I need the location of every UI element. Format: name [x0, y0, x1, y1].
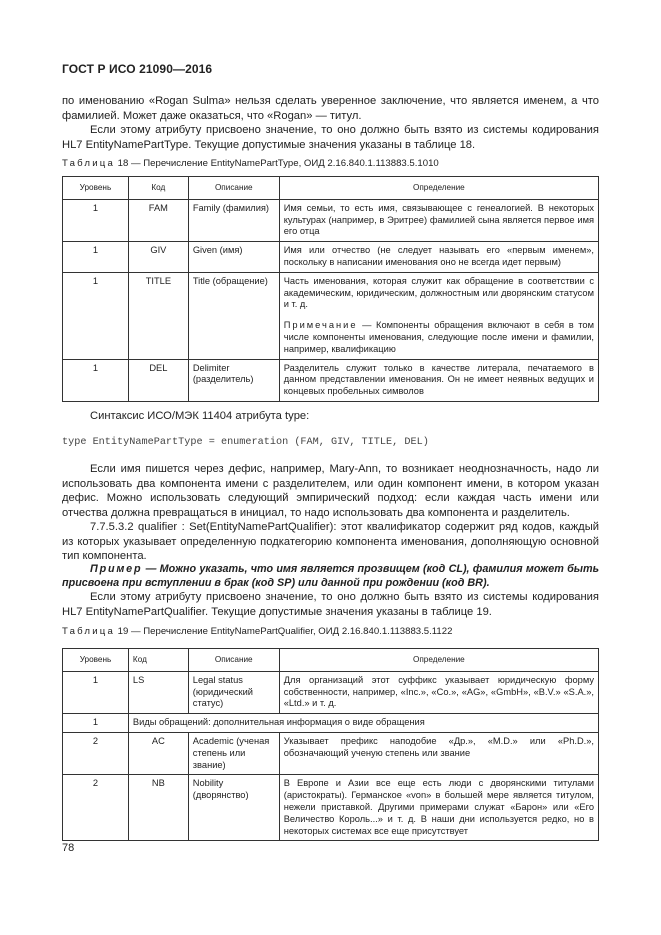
cell-level: 1 [63, 359, 129, 401]
paragraph-3: Если имя пишется через дефис, например, Mary-Ann, то возникает неоднозначность, надо ли использовать два компонента имени с разделителем, или один компонент имени, в котором указан дефис. Можно использовать следующий эмпирический подход: если каждая часть имени или отчества должна превращаться в инициал, то надо использовать два компонента и разделитель. [62, 463, 599, 519]
table-row [63, 714, 599, 733]
cell-code: NB [128, 775, 188, 841]
table-row [63, 272, 599, 359]
table-18-caption-word: Таблица [62, 158, 116, 169]
cell-group-label: Виды обращений: дополнительная информация о виде обращения [128, 714, 598, 733]
table-row [63, 732, 599, 774]
column-header-code: Код [128, 177, 188, 200]
cell-description: Family (фамилия) [188, 199, 279, 241]
cell-description: Academic (ученая степень или звание) [188, 732, 279, 774]
cell-level: 2 [63, 775, 129, 841]
paragraph-2: Если этому атрибуту присвоено значение, то оно должно быть взято из системы кодирования HL7 EntityNamePartType. Текущие допустимые значения указаны в таблице 18. [62, 124, 599, 151]
table-row [63, 199, 599, 241]
paragraph-1: по именованию «Rogan Sulma» нельзя сделать уверенное заключение, что является именем, а что фамилией. Может даже оказаться, что «Rogan» — титул. [62, 95, 599, 122]
column-header-code: Код [128, 649, 188, 672]
example-text: — Можно указать, что имя является прозвищем (код CL), фамилия может быть присвоена при вступлении в брак (код SP) или данной при рождении (код BR). [62, 563, 599, 589]
table-header-row [63, 177, 599, 200]
table-18-caption-text: 18 — Перечисление EntityNamePartType, ОИД 2.16.840.1.113883.5.1010 [115, 158, 439, 169]
cell-definition: Имя или отчество (не следует называть его «первым именем», поскольку в написании именования оно не всегда идет первым) [279, 242, 598, 273]
cell-definition: В Европе и Азии все еще есть люди с дворянскими титулами (аристократы). Германское «von» в большей мере является титулом, нежели приставкой. Другими примерами служат «Барон» или «Его Величество Король...» и т. д. В наши дни используется редко, но в некоторых системах все еще присутствует [279, 775, 598, 841]
cell-level: 1 [63, 242, 129, 273]
note-word: Примечание [283, 320, 358, 331]
table-19-caption [62, 626, 452, 637]
cell-code: AC [128, 732, 188, 774]
cell-description: Legal status (юридический статус) [188, 671, 279, 713]
column-header-description: Описание [188, 177, 279, 200]
table-row [63, 242, 599, 273]
table-19 [62, 648, 599, 841]
table-header-row [63, 649, 599, 672]
cell-code: LS [128, 671, 188, 713]
document-header: ГОСТ Р ИСО 21090—2016 [62, 62, 213, 76]
table-19-caption-text: 19 — Перечисление EntityNamePartQualifier, ОИД 2.16.840.1.113883.5.1122 [115, 626, 453, 637]
cell-description: Given (имя) [188, 242, 279, 273]
example-paragraph [62, 562, 599, 590]
cell-code: TITLE [128, 272, 188, 359]
cell-code: FAM [128, 199, 188, 241]
cell-level: 1 [63, 272, 129, 359]
syntax-line: Синтаксис ИСО/МЭК 11404 атрибута type: [90, 410, 310, 422]
cell-definition: Разделитель служит только в качестве литерала, печатаемого в данном представлении именования. Он не имеет неявных ведущих и концевых пробельных символов [279, 359, 598, 401]
cell-code: DEL [128, 359, 188, 401]
note-text: — Компоненты обращения включают в себя в том числе компоненты именования, следующие после имени и фамилии, например, квалификацию [283, 320, 594, 354]
column-header-definition: Определение [279, 177, 598, 200]
cell-level: 2 [63, 732, 129, 774]
cell-level: 1 [63, 714, 129, 733]
table-18 [62, 176, 599, 402]
table-row [63, 775, 599, 841]
definition-text: Часть именования, которая служит как обращение в соответствии с академическим, юридическим, должностным или дворянским статусом и т. д. [283, 275, 594, 310]
cell-definition: Для организаций этот суффикс указывает юридическую форму собственности, например, «Inc.», «Co.», «AG», «GmbH», «B.V.» «S.A.», «Ltd.» и т. д. [279, 671, 598, 713]
cell-description: Nobility (дворянство) [188, 775, 279, 841]
table-18-caption [62, 158, 439, 169]
column-header-level: Уровень [63, 649, 129, 672]
paragraph-5: Если этому атрибуту присвоено значение, то оно должно быть взято из системы кодирования HL7 EntityNamePartQualifier. Текущие допустимые значения указаны в таблице 19. [62, 591, 599, 618]
cell-definition [279, 272, 598, 359]
cell-definition: Указывает префикс наподобие «Др.», «M.D.» или «Ph.D.», обозначающий ученую степень или звание [279, 732, 598, 774]
page-number: 78 [62, 842, 75, 854]
cell-description: Delimiter (разделитель) [188, 359, 279, 401]
code-line: type EntityNamePartType = enumeration (FAM, GIV, TITLE, DEL) [62, 437, 429, 448]
column-header-description: Описание [188, 649, 279, 672]
paragraph-4: 7.7.5.3.2 qualifier : Set(EntityNamePartQualifier): этот квалификатор содержит ряд кодов, каждый из которых указывает определенную подкатегорию компонента именования, дополняющую основной тип компонента. [62, 521, 599, 562]
example-word: Пример [90, 563, 143, 575]
cell-level: 1 [63, 671, 129, 713]
table-note [284, 320, 594, 355]
table-row [63, 671, 599, 713]
column-header-level: Уровень [63, 177, 129, 200]
cell-level: 1 [63, 199, 129, 241]
cell-definition: Имя семьи, то есть имя, связывающее с генеалогией. В некоторых культурах (например, в Эритрее) фамилией сына является первое имя его отца [279, 199, 598, 241]
column-header-definition: Определение [279, 649, 598, 672]
table-19-caption-word: Таблица [62, 626, 116, 637]
table-row [63, 359, 599, 401]
cell-description: Title (обращение) [188, 272, 279, 359]
cell-code: GIV [128, 242, 188, 273]
